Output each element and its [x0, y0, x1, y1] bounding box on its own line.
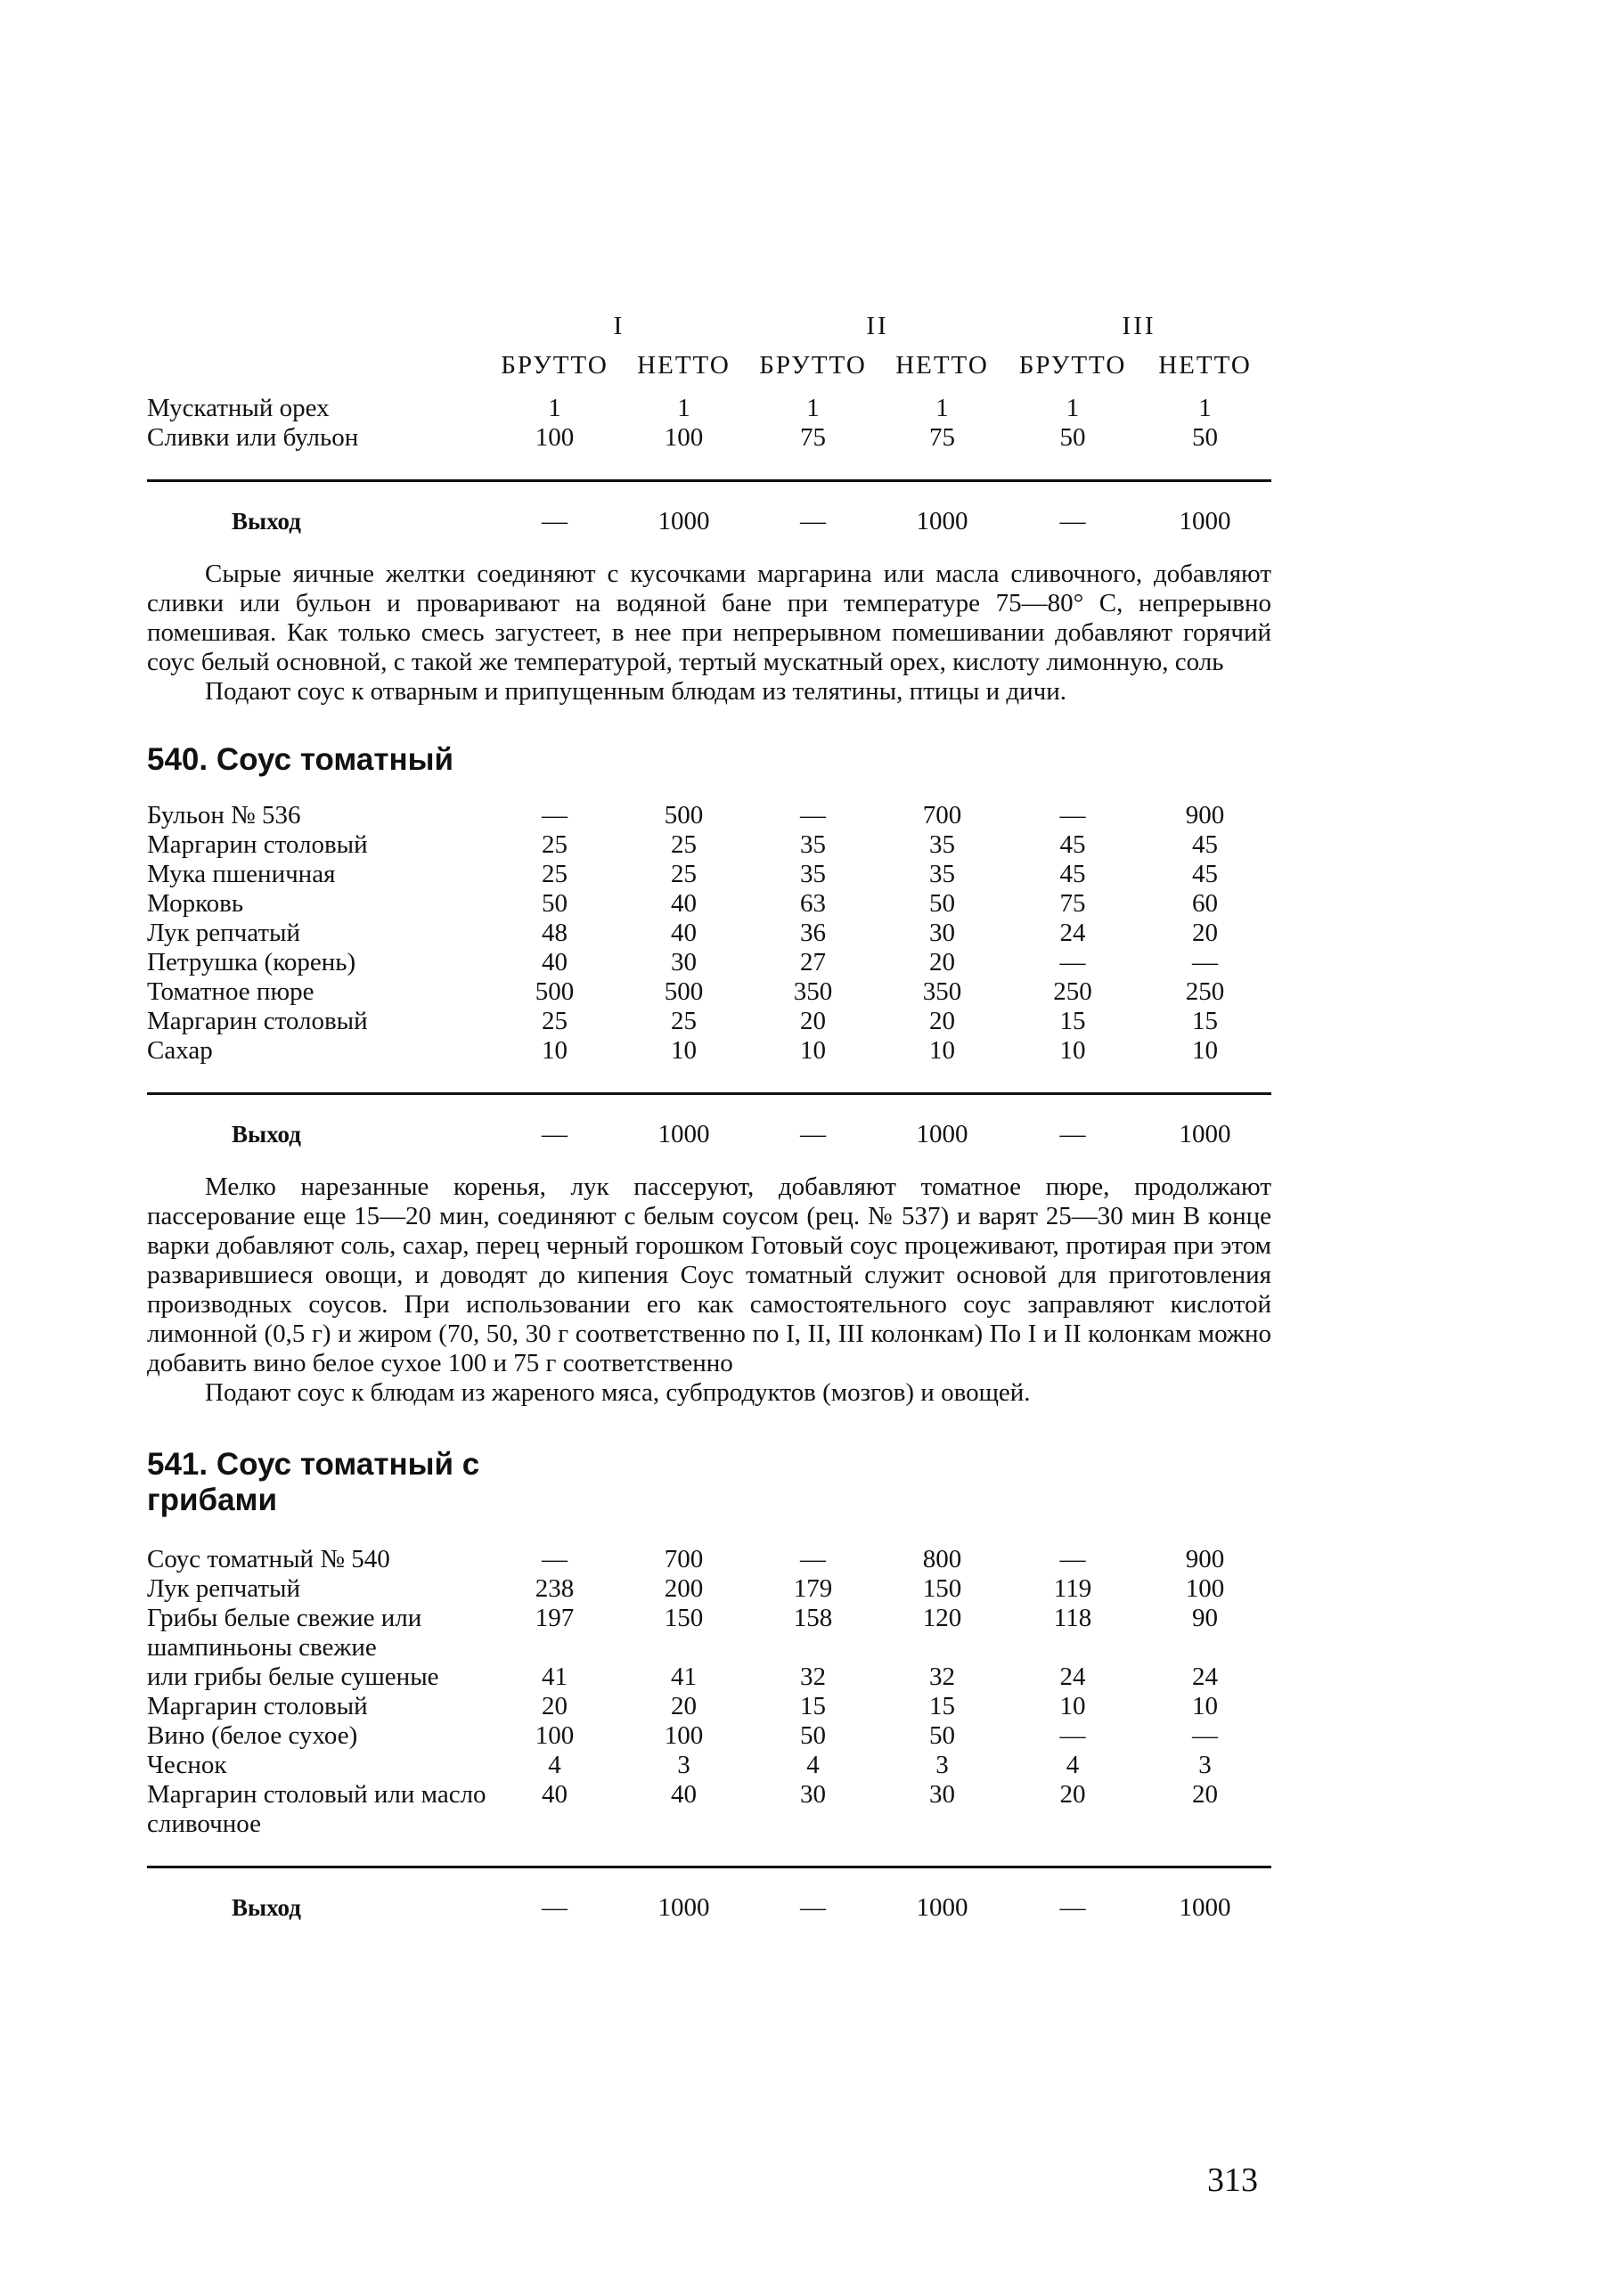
- yield-value: 1000: [916, 1893, 968, 1922]
- quantity-cell: 40: [671, 889, 697, 918]
- quantity-cell: —: [800, 1545, 826, 1573]
- ingredient-name: Сахар: [147, 1036, 213, 1065]
- quantity-cell: 50: [929, 1721, 955, 1750]
- quantity-cell: 100: [664, 1721, 704, 1750]
- column-group-2: II: [866, 312, 889, 340]
- yield-value: 1000: [657, 1893, 710, 1922]
- quantity-cell: 10: [671, 1036, 697, 1065]
- quantity-cell: 10: [542, 1036, 568, 1065]
- column-header-table: [147, 312, 1271, 394]
- quantity-cell: 40: [542, 1780, 568, 1809]
- quantity-cell: 30: [671, 948, 697, 976]
- yield-value: —: [800, 507, 826, 535]
- quantity-cell: 41: [542, 1663, 568, 1691]
- quantity-cell: 800: [922, 1545, 962, 1573]
- quantity-cell: 20: [800, 1007, 826, 1035]
- yield-value: —: [800, 1120, 826, 1148]
- yield-label: Выход: [232, 1894, 301, 1921]
- ingredient-name: Маргарин столовый: [147, 1007, 368, 1035]
- quantity-cell: 900: [1185, 1545, 1225, 1573]
- column-label: НЕТТО: [1158, 351, 1252, 380]
- yield-value: 1000: [657, 507, 710, 535]
- quantity-cell: 50: [1059, 423, 1086, 452]
- recipe-title-540: 540. Соус томатный: [147, 742, 454, 777]
- ingredient-name: Маргарин столовый: [147, 1692, 368, 1720]
- yield-value: 1000: [916, 507, 968, 535]
- quantity-cell: 27: [800, 948, 826, 976]
- quantity-cell: 50: [800, 1721, 826, 1750]
- ingredient-row: [147, 919, 1271, 948]
- quantity-cell: 1: [677, 394, 690, 422]
- quantity-cell: 150: [922, 1574, 962, 1603]
- quantity-cell: 200: [664, 1574, 704, 1603]
- quantity-cell: —: [542, 801, 568, 829]
- quantity-cell: 75: [1059, 889, 1086, 918]
- quantity-cell: 3: [1198, 1751, 1212, 1779]
- quantity-cell: 10: [1059, 1692, 1086, 1720]
- yield-label: Выход: [232, 508, 301, 535]
- column-label: БРУТТО: [1018, 351, 1127, 380]
- quantity-cell: 25: [671, 860, 697, 888]
- serving-paragraph: Подают соус к отварным и припущенным блюдам из телятины, птицы и дичи.: [205, 677, 1066, 706]
- ingredient-row: [147, 1036, 1271, 1066]
- quantity-cell: 48: [542, 919, 568, 947]
- quantity-cell: 32: [929, 1663, 955, 1691]
- quantity-cell: 100: [535, 1721, 575, 1750]
- quantity-cell: 150: [664, 1604, 704, 1632]
- quantity-cell: 238: [535, 1574, 575, 1603]
- quantity-cell: 179: [793, 1574, 833, 1603]
- quantity-cell: 35: [929, 830, 955, 859]
- yield-value: —: [542, 1893, 568, 1922]
- ingredient-name: Томатное пюре: [147, 977, 314, 1006]
- ingredient-name: Лук репчатый: [147, 919, 301, 947]
- column-label: БРУТТО: [501, 351, 608, 380]
- quantity-cell: 90: [1192, 1604, 1218, 1632]
- ingredient-name: Маргарин столовый или масло сливочное: [147, 1780, 486, 1838]
- quantity-cell: 75: [800, 423, 826, 452]
- ingredient-row: [147, 1604, 1271, 1663]
- quantity-cell: 4: [1066, 1751, 1080, 1779]
- quantity-cell: 50: [929, 889, 955, 918]
- quantity-cell: 900: [1185, 801, 1225, 829]
- yield-table: [147, 1868, 1271, 1923]
- quantity-cell: 100: [535, 423, 575, 452]
- ingredient-row: [147, 977, 1271, 1007]
- ingredient-row: [147, 1574, 1271, 1604]
- ingredient-row: [147, 860, 1271, 889]
- quantity-cell: —: [1059, 1545, 1086, 1573]
- yield-label: Выход: [232, 1121, 301, 1148]
- yield-value: —: [542, 1120, 568, 1148]
- quantity-cell: 500: [535, 977, 575, 1006]
- quantity-cell: 30: [800, 1780, 826, 1809]
- quantity-cell: 15: [1059, 1007, 1086, 1035]
- quantity-cell: 30: [929, 1780, 955, 1809]
- yield-table: [147, 1095, 1271, 1149]
- serving-paragraph: Подают соус к блюдам из жареного мяса, субпродуктов (мозгов) и овощей.: [205, 1378, 1031, 1407]
- yield-row: [147, 482, 1271, 536]
- quantity-cell: 15: [1192, 1007, 1218, 1035]
- page-number: 313: [1207, 2161, 1258, 2199]
- quantity-cell: 15: [800, 1692, 826, 1720]
- quantity-cell: 20: [542, 1692, 568, 1720]
- quantity-cell: 45: [1059, 830, 1086, 859]
- ingredient-row: [147, 1545, 1271, 1574]
- quantity-cell: 60: [1192, 889, 1218, 918]
- quantity-cell: 25: [671, 830, 697, 859]
- ingredient-row: [147, 394, 1271, 423]
- quantity-cell: 500: [664, 977, 704, 1006]
- quantity-cell: 3: [935, 1751, 949, 1779]
- ingredients-table-top: [147, 394, 1271, 453]
- quantity-cell: —: [800, 801, 826, 829]
- yield-value: 1000: [1179, 1893, 1231, 1922]
- quantity-cell: 350: [793, 977, 833, 1006]
- ingredient-row: [147, 801, 1271, 830]
- quantity-cell: 250: [1053, 977, 1092, 1006]
- column-label: БРУТТО: [759, 351, 867, 380]
- yield-table: [147, 482, 1271, 536]
- yield-value: 1000: [657, 1120, 710, 1148]
- yield-value: —: [800, 1893, 826, 1922]
- yield-value: —: [1059, 1893, 1086, 1922]
- quantity-cell: 1: [1198, 394, 1212, 422]
- ingredient-name: Морковь: [147, 889, 244, 918]
- quantity-cell: 40: [671, 1780, 697, 1809]
- ingredient-row: [147, 1751, 1271, 1780]
- quantity-cell: 45: [1192, 830, 1218, 859]
- quantity-cell: 118: [1053, 1604, 1092, 1632]
- quantity-cell: 25: [542, 830, 568, 859]
- ingredient-row: [147, 1721, 1271, 1751]
- quantity-cell: 700: [922, 801, 962, 829]
- ingredient-row: [147, 948, 1271, 977]
- quantity-cell: 25: [671, 1007, 697, 1035]
- ingredient-name: Чеснок: [147, 1751, 227, 1779]
- quantity-cell: 36: [800, 919, 826, 947]
- quantity-cell: 10: [1192, 1692, 1218, 1720]
- ingredient-name: Мускатный орех: [147, 394, 330, 422]
- column-label: НЕТТО: [895, 351, 989, 380]
- quantity-cell: —: [1192, 1721, 1218, 1750]
- recipe-title-541: 541. Соус томатный с грибами: [147, 1447, 480, 1517]
- ingredient-row: [147, 1007, 1271, 1036]
- quantity-cell: 25: [542, 1007, 568, 1035]
- quantity-cell: 197: [535, 1604, 575, 1632]
- quantity-cell: 35: [800, 830, 826, 859]
- quantity-cell: 1: [935, 394, 949, 422]
- quantity-cell: 24: [1192, 1663, 1218, 1691]
- yield-value: —: [1059, 1120, 1086, 1148]
- quantity-cell: 4: [548, 1751, 561, 1779]
- quantity-cell: —: [542, 1545, 568, 1573]
- quantity-cell: —: [1059, 1721, 1086, 1750]
- ingredient-name: Маргарин столовый: [147, 830, 368, 859]
- quantity-cell: 45: [1192, 860, 1218, 888]
- ingredient-row: [147, 1780, 1271, 1839]
- ingredients-table-541: [147, 1545, 1271, 1839]
- ingredient-row: [147, 1692, 1271, 1721]
- quantity-cell: 50: [542, 889, 568, 918]
- ingredient-name: Сливки или бульон: [147, 423, 359, 452]
- quantity-cell: 41: [671, 1663, 697, 1691]
- ingredient-name: Мука пшеничная: [147, 860, 336, 888]
- quantity-cell: 4: [806, 1751, 820, 1779]
- column-group-3: III: [1122, 312, 1156, 340]
- quantity-cell: 20: [929, 948, 955, 976]
- quantity-cell: 20: [1059, 1780, 1086, 1809]
- quantity-cell: 158: [793, 1604, 833, 1632]
- yield-value: —: [1059, 507, 1086, 535]
- yield-row: [147, 1095, 1271, 1149]
- method-paragraph: Мелко нарезанные коренья, лук пассеруют, добавляют томатное пюре, продолжают пассерование еще 15—20 мин, соединяют с белым соусом (рец. № 537) и варят 25—30 мин В конце варки добавляют соль, сахар, перец черный горошком Готовый соус процеживают, протирая при этом разварившиеся овощи, и доводят до кипения Соус томатный служит основой для приготовления производных соусов. При использовании его как самостоятельного соус заправляют кислотой лимонной (0,5 г) и жиром (70, 50, 30 г соответственно по I, II, III колонкам) По I и II колонкам можно добавить вино белое сухое 100 и 75 г соответственно: [147, 1173, 1271, 1377]
- quantity-cell: 120: [922, 1604, 962, 1632]
- quantity-cell: 3: [677, 1751, 690, 1779]
- ingredient-name: или грибы белые сушеные: [147, 1663, 439, 1691]
- ingredient-name: Соус томатный № 540: [147, 1545, 390, 1573]
- quantity-cell: 700: [664, 1545, 704, 1573]
- quantity-cell: 15: [929, 1692, 955, 1720]
- ingredient-name: Вино (белое сухое): [147, 1721, 358, 1750]
- quantity-cell: 25: [542, 860, 568, 888]
- quantity-cell: 1: [1066, 394, 1080, 422]
- quantity-cell: 100: [1185, 1574, 1225, 1603]
- ingredient-row: [147, 889, 1271, 919]
- yield-row: [147, 1868, 1271, 1923]
- quantity-cell: 32: [800, 1663, 826, 1691]
- quantity-cell: 1: [548, 394, 561, 422]
- quantity-cell: 20: [1192, 1780, 1218, 1809]
- quantity-cell: —: [1059, 801, 1086, 829]
- ingredient-name: Бульон № 536: [147, 801, 301, 829]
- ingredient-name: Грибы белые свежие или шампиньоны свежие: [147, 1604, 422, 1662]
- quantity-cell: 20: [1192, 919, 1218, 947]
- quantity-cell: 10: [1192, 1036, 1218, 1065]
- quantity-cell: —: [1192, 948, 1218, 976]
- quantity-cell: 20: [929, 1007, 955, 1035]
- quantity-cell: 1: [806, 394, 820, 422]
- yield-value: 1000: [1179, 507, 1231, 535]
- ingredients-table-540: [147, 801, 1271, 1066]
- quantity-cell: 500: [664, 801, 704, 829]
- quantity-cell: 350: [922, 977, 962, 1006]
- quantity-cell: 24: [1059, 919, 1086, 947]
- quantity-cell: 119: [1053, 1574, 1092, 1603]
- yield-value: 1000: [916, 1120, 968, 1148]
- quantity-cell: 40: [671, 919, 697, 947]
- quantity-cell: 35: [929, 860, 955, 888]
- column-label: НЕТТО: [637, 351, 731, 380]
- ingredient-name: Лук репчатый: [147, 1574, 301, 1603]
- book-page: [147, 312, 1271, 1923]
- quantity-cell: 250: [1185, 977, 1225, 1006]
- quantity-cell: 30: [929, 919, 955, 947]
- quantity-cell: —: [1059, 948, 1086, 976]
- yield-value: 1000: [1179, 1120, 1231, 1148]
- yield-value: —: [542, 507, 568, 535]
- ingredient-row: [147, 830, 1271, 860]
- quantity-cell: 10: [800, 1036, 826, 1065]
- quantity-cell: 63: [800, 889, 826, 918]
- method-paragraph: Сырые яичные желтки соединяют с кусочками маргарина или масла сливочного, добавляют сливки или бульон и проваривают на водяной бане при температуре 75—80° С, непрерывно помешивая. Как только смесь загустеет, в нее при непрерывном помешивании добавляют горячий соус белый основной, с такой же температурой, тертый мускатный орех, кислоту лимонную, соль: [147, 560, 1271, 676]
- quantity-cell: 45: [1059, 860, 1086, 888]
- quantity-cell: 24: [1059, 1663, 1086, 1691]
- quantity-cell: 10: [929, 1036, 955, 1065]
- column-group-1: I: [613, 312, 625, 340]
- quantity-cell: 35: [800, 860, 826, 888]
- quantity-cell: 75: [929, 423, 955, 452]
- quantity-cell: 100: [664, 423, 704, 452]
- quantity-cell: 40: [542, 948, 568, 976]
- quantity-cell: 20: [671, 1692, 697, 1720]
- quantity-cell: 50: [1192, 423, 1218, 452]
- ingredient-row: [147, 1663, 1271, 1692]
- ingredient-name: Петрушка (корень): [147, 948, 356, 976]
- ingredient-row: [147, 423, 1271, 453]
- quantity-cell: 10: [1059, 1036, 1086, 1065]
